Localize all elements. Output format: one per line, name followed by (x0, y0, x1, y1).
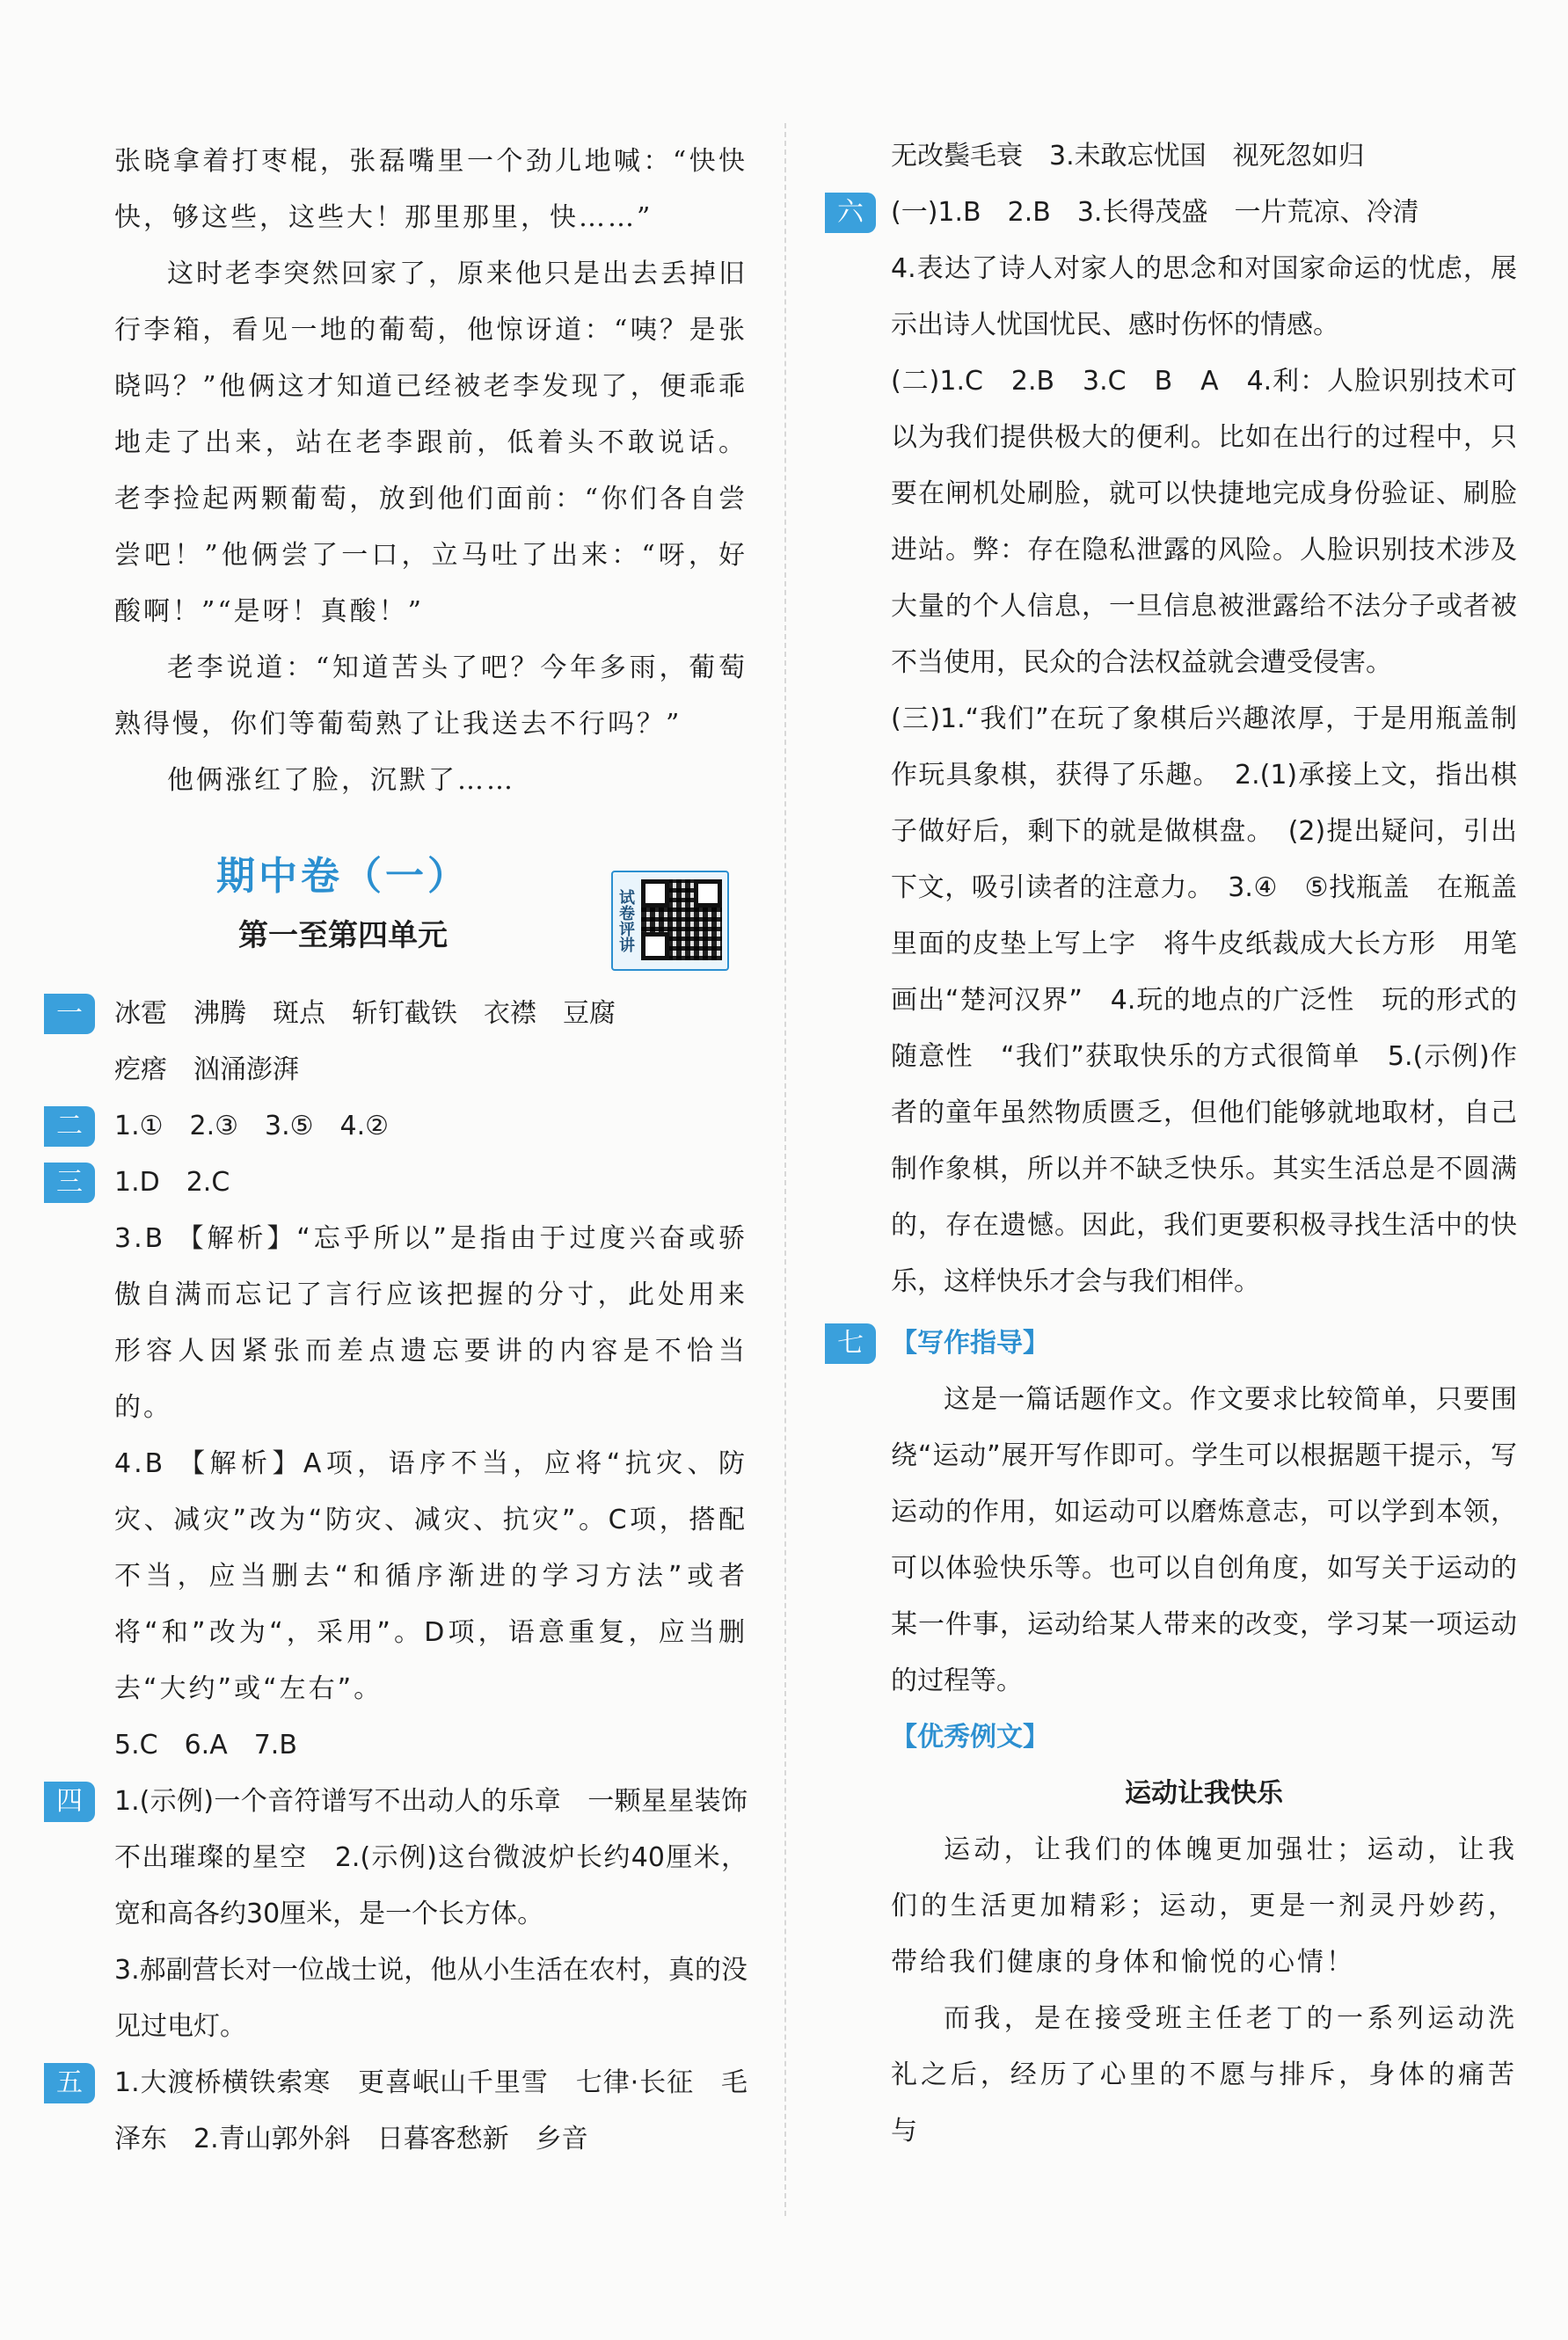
qr-finder-icon (641, 932, 669, 960)
exam-title: 期中卷（一） (216, 854, 470, 899)
writing-guide-label: 【写作指导】 (891, 1328, 1049, 1359)
section-1 (56, 986, 748, 1098)
section-2-answers: 1.① 2.③ 3.⑤ 4.② (114, 1111, 390, 1141)
section-4-answer-3: 3.郝副营长对一位战士说，他从小生活在农村，真的没见过电灯。 (114, 1955, 748, 2042)
section-3 (56, 1155, 748, 1774)
section-3-analysis-3: 3.B 【解析】“忘乎所以”是指由于过度兴奋或骄傲自满而忘记了言行应该把握的分寸，此处用来形容人因紧张而差点遗忘要讲的内容是不恰当的。 (114, 1223, 748, 1423)
right-column (837, 0, 1517, 2160)
section-2 (56, 1098, 748, 1155)
story-paragraph-3: 老李说道：“知道苦头了吧？今年多雨，葡萄熟得慢，你们等葡萄熟了让我送去不行吗？” (114, 652, 748, 740)
qr-label: 试卷评讲 (616, 889, 635, 952)
section-tag-7: 七 (825, 1323, 876, 1364)
section-3-answers-b: 5.C 6.A 7.B (114, 1730, 297, 1760)
section-3-analysis-4: 4.B 【解析】A项，语序不当，应将“抗灾、防灾、减灾”改为“防灾、减灾、抗灾”。C项，搭配不当，应当删去“和循序渐进的学习方法”或者将“和”改为“，采用”。D项，语意重复，应当删去“大约”或“左右”。 (114, 1448, 748, 1704)
section-6-part-1-q4: 4.表达了诗人对家人的思念和对国家命运的忧虑，展示出诗人忧国忧民、感时伤怀的情感。 (891, 253, 1517, 340)
left-column (56, 0, 748, 2168)
section-5 (56, 2055, 748, 2168)
section-tag-2: 二 (44, 1106, 95, 1147)
story-paragraph-4: 他俩涨红了脸，沉默了…… (167, 765, 515, 796)
story-paragraph-1: 张晓拿着打枣棍，张磊嘴里一个劲儿地喊：“快快快，够这些，这些大！那里那里，快……” (114, 146, 748, 233)
section-tag-3: 三 (44, 1163, 95, 1203)
column-divider (784, 123, 787, 2216)
section-1-line-b: 疙瘩 汹涌澎湃 (114, 1054, 299, 1085)
qr-finder-icon (694, 879, 722, 908)
section-4 (56, 1774, 748, 2055)
section-5-answers: 1.大渡桥横铁索寒 更喜岷山千里雪 七律·长征 毛泽东 2.青山郭外斜 日暮客愁新 乡音 (114, 2067, 748, 2154)
exam-subtitle: 第一至第四单元 (238, 918, 448, 953)
qr-finder-icon (641, 879, 669, 908)
essay-paragraph-1: 运动，让我们的体魄更加强壮；运动，让我们的生活更加精彩；运动，更是一剂灵丹妙药，带给我们健康的身体和愉悦的心情！ (891, 1834, 1517, 1978)
qr-code[interactable] (611, 871, 729, 971)
writing-guide-text: 这是一篇话题作文。作文要求比较简单，只要围绕“运动”展开写作即可。学生可以根据题干提示，写运动的作用，如运动可以磨炼意志，可以学到本领，可以体验快乐等。也可以自创角度，如写关于运动的某一件事，运动给某人带来的改变，学习某一项运动的过程等。 (891, 1384, 1517, 1696)
example-essay-label: 【优秀例文】 (891, 1722, 1049, 1753)
section-3-answers-a: 1.D 2.C (114, 1167, 230, 1198)
section-6-part-3: (三)1.“我们”在玩了象棋后兴趣浓厚，于是用瓶盖制作玩具象棋，获得了乐趣。 2.(1)承接上文，指出棋子做好后，剩下的就是做棋盘。 (2)提出疑问，引出下文，吸引读者的注意力。 3.④ ⑤找瓶盖 在瓶盖里面的皮垫上写上字 将牛皮纸裁成大长方形 用笔画出“楚河汉界” 4.玩的地点的广泛性 玩的形式的随意性 “我们”获取快乐的方式很简单 5.(示例)作者的童年虽然物质匮乏，但他们能够就地取材，自己制作象棋，所以并不缺乏快乐。其实生活总是不圆满的，存在遗憾。因此，我们更要积极寻找生活中的快乐，这样快乐才会与我们相伴。 (891, 703, 1517, 1297)
essay-title: 运动让我快乐 (1125, 1778, 1283, 1809)
section-4-answer-1: 1.(示例)一个音符谱写不出动人的乐章 一颗星星装饰不出璀璨的星空 2.(示例)这台微波炉长约40厘米，宽和高各约30厘米，是一个长方体。 (114, 1786, 748, 1929)
section-6 (837, 185, 1517, 1310)
section-tag-6: 六 (825, 193, 876, 233)
section-1-line-a: 冰雹 沸腾 斑点 斩钉截铁 衣襟 豆腐 (114, 998, 616, 1029)
section-tag-4: 四 (44, 1782, 95, 1822)
section-6-part-2: (二)1.C 2.B 3.C B A 4.利：人脸识别技术可以为我们提供极大的便利。比如在出行的过程中，只要在闸机处刷脸，就可以快捷地完成身份验证、刷脸进站。弊：存在隐私泄露的风险。人脸识别技术涉及大量的个人信息，一旦信息被泄露给不法分子或者被不当使用，民众的合法权益就会遭受侵害。 (891, 366, 1517, 678)
section-5-continued: 无改鬓毛衰 3.未敢忘忧国 视死忽如归 (891, 141, 1365, 171)
section-tag-1: 一 (44, 994, 95, 1034)
essay-paragraph-2: 而我，是在接受班主任老丁的一系列运动洗礼之后，经历了心里的不愿与排斥，身体的痛苦与 (891, 2003, 1517, 2147)
story-paragraph-2: 这时老李突然回家了，原来他只是出去丢掉旧行李箱，看见一地的葡萄，他惊讶道：“咦？是张晓吗？”他俩这才知道已经被老李发现了，便乖乖地走了出来，站在老李跟前，低着头不敢说话。老李捡起两颗葡萄，放到他们面前：“你们各自尝尝吧！”他俩尝了一口，立马吐了出来：“呀，好酸啊！”“是呀！真酸！” (114, 259, 748, 627)
section-6-part-1: (一)1.B 2.B 3.长得茂盛 一片荒凉、冷清 (891, 197, 1419, 228)
section-7 (837, 1316, 1517, 2160)
section-tag-5: 五 (44, 2063, 95, 2103)
